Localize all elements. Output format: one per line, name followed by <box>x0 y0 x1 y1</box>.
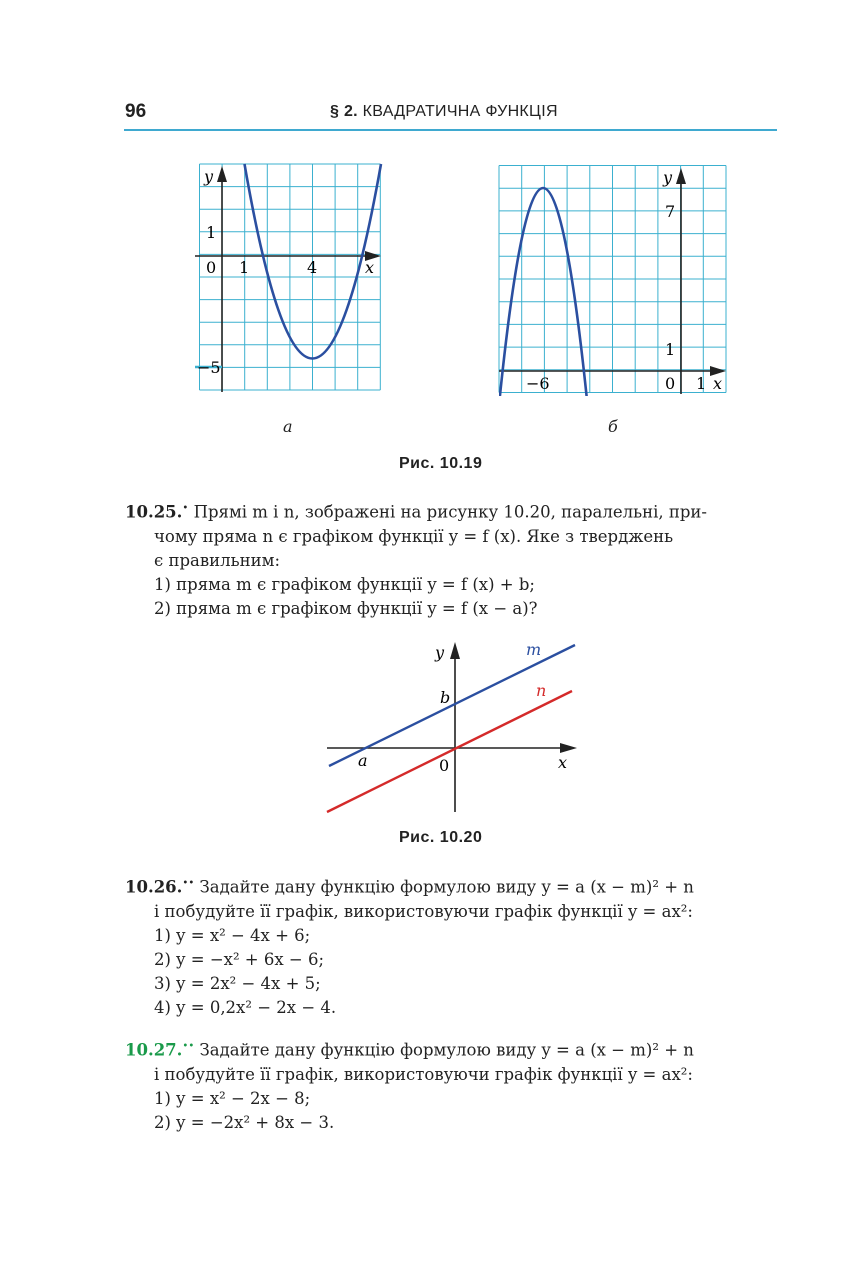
problem-line <box>125 872 780 900</box>
label-m-c: m <box>526 640 542 659</box>
origin-b: 0 <box>665 374 676 393</box>
problem-line <box>125 497 780 525</box>
y-axis-arrow-c <box>450 642 460 659</box>
problem-line <box>125 1035 780 1063</box>
problem-line: і побудуйте її графік, використовуючи графік функції y = ax²: <box>154 901 693 921</box>
problem-option: 1) y = x² − 4x + 6; <box>154 925 311 945</box>
page-number: 96 <box>125 101 147 122</box>
caption-10-19: Рис. 10.19 <box>399 455 483 472</box>
problem-line: є правильним: <box>154 550 281 570</box>
tick-1y-b: 1 <box>665 340 676 359</box>
problem-10-26 <box>125 872 780 1020</box>
caption-10-20: Рис. 10.20 <box>399 829 483 846</box>
y-label-c: y <box>435 643 445 662</box>
section-title: КВАДРАТИЧНА ФУНКЦІЯ <box>362 103 558 120</box>
label-n-c: n <box>536 681 547 700</box>
difficulty-mark: •• <box>182 1041 195 1052</box>
problem-option: 2) y = −x² + 6x − 6; <box>154 949 325 969</box>
problem-number: 10.25. <box>125 502 183 522</box>
difficulty-mark: •• <box>182 878 195 889</box>
header-rule <box>124 129 777 131</box>
tick-1x-b: 1 <box>696 374 707 393</box>
parabola-b <box>500 188 588 400</box>
problem-line: чому пряма n є графіком функції y = f (x). Яке з тверджень <box>154 526 674 546</box>
problem-line: і побудуйте її графік, використовуючи графік функції y = ax²: <box>154 1064 693 1084</box>
problem-option: 1) y = x² − 2x − 8; <box>154 1088 311 1108</box>
sublabel-b: б <box>608 417 618 436</box>
difficulty-mark: • <box>182 503 189 514</box>
tick-minus5-a: −5 <box>197 358 221 377</box>
y-axis-arrow-b <box>676 168 686 184</box>
problem-text: Прямі m і n, зображені на рисунку 10.20, паралельні, при- <box>193 502 707 522</box>
tick-1y-a: 1 <box>206 223 217 242</box>
label-a-c: a <box>358 751 368 770</box>
problem-10-25 <box>125 497 780 621</box>
problem-option: 2) пряма m є графіком функції y = f (x − a)? <box>154 598 538 618</box>
origin-c: 0 <box>439 756 450 775</box>
section-header <box>330 103 558 121</box>
y-label-b: y <box>663 168 673 187</box>
tick-7-b: 7 <box>665 202 676 221</box>
problem-option: 2) y = −2x² + 8x − 3. <box>154 1112 335 1132</box>
problem-option: 3) y = 2x² − 4x + 5; <box>154 973 321 993</box>
x-axis-arrow-c <box>560 743 577 753</box>
y-label-a: y <box>204 167 214 186</box>
figure-10-19-b <box>495 160 735 400</box>
figure-10-19-a <box>195 160 385 400</box>
origin-a: 0 <box>206 258 217 277</box>
problem-option: 4) y = 0,2x² − 2x − 4. <box>154 997 337 1017</box>
problem-number: 10.27. <box>125 1040 183 1060</box>
x-label-b: x <box>713 374 723 393</box>
figure-10-20 <box>322 638 584 816</box>
problem-number: 10.26. <box>125 877 183 897</box>
y-axis-arrow-a <box>217 166 227 182</box>
problem-text: Задайте дану функцію формулою виду y = a (x − m)² + n <box>199 1040 694 1060</box>
tick-minus6-b: −6 <box>526 374 550 393</box>
sublabel-a: а <box>283 417 293 436</box>
section-mark: § 2. <box>330 103 358 120</box>
x-label-c: x <box>558 753 568 772</box>
problem-text: Задайте дану функцію формулою виду y = a (x − m)² + n <box>199 877 694 897</box>
label-b-c: b <box>440 688 451 707</box>
tick-1x-a: 1 <box>239 258 250 277</box>
problem-10-27 <box>125 1035 780 1135</box>
x-label-a: x <box>365 258 375 277</box>
grid-a <box>200 164 381 390</box>
tick-4-a: 4 <box>307 258 318 277</box>
problem-option: 1) пряма m є графіком функції y = f (x) + b; <box>154 574 535 594</box>
